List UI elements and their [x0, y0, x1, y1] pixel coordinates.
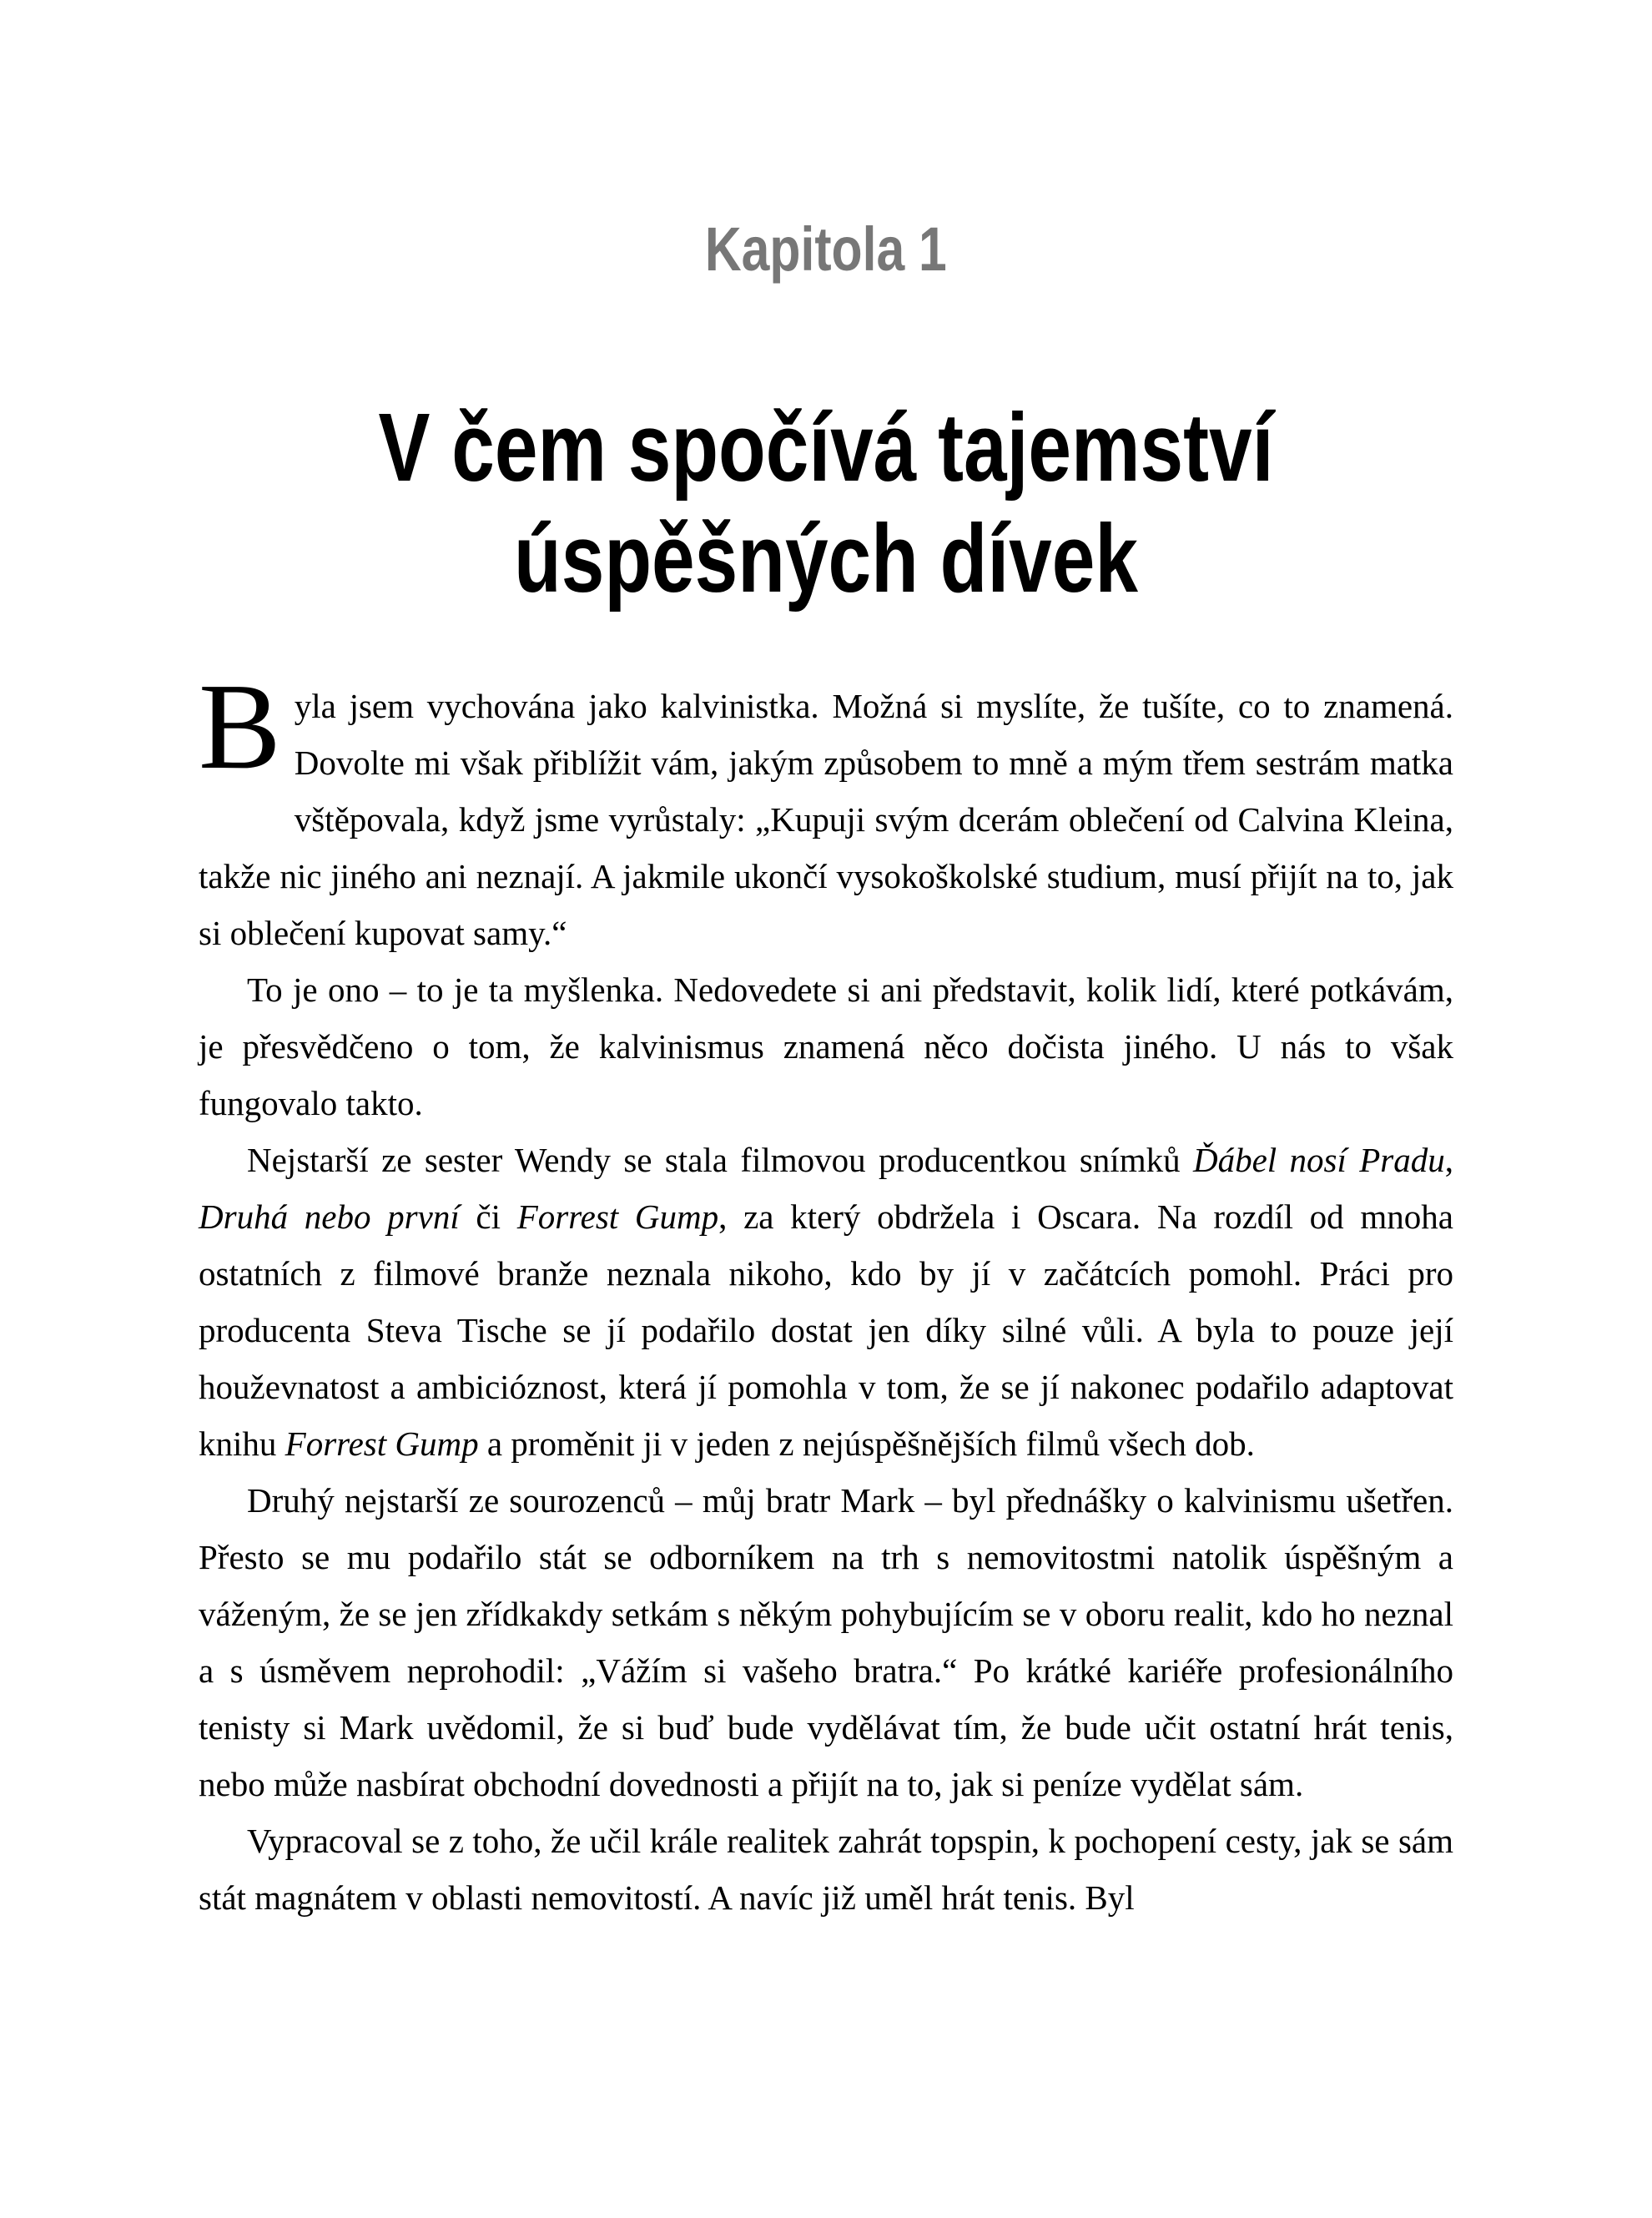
paragraph-3-run-1: Nejstarší ze sester Wendy se stala filmovou producentkou snímků	[247, 1141, 1193, 1179]
paragraph-5-run-1: Vypracoval se z toho, že učil krále realitek zahrát topspin, k pochopení cesty, jak se sám stát magnátem v oblasti nemovitostí. A navíc již uměl hrát tenis. Byl	[199, 1822, 1453, 1917]
drop-cap: B	[199, 658, 281, 795]
paragraph-3-run-9: a proměnit ji v jeden z nejúspěšnějších filmů všech dob.	[478, 1424, 1255, 1463]
chapter-title	[0, 392, 1652, 614]
paragraph-2-run-1: To je ono – to je ta myšlenka. Nedovedete si ani představit, kolik lidí, které potkávám, je přesvědčeno o tom, že kalvinismus znamená něco dočista jiného. U nás to však fungovalo takto.	[199, 970, 1453, 1122]
body-text	[199, 658, 1453, 1926]
paragraph-3-run-7: , za který obdržela i Oscara. Na rozdíl od mnoha ostatních z filmové branže neznala nikoho, kdo by jí v začátcích pomohl. Práci pro producenta Steva Tische se jí podařilo dostat jen díky silné vůli. A byla to pouze její houževnatost a ambicióznost, která jí pomohla v tom, že se jí nakonec podařilo adaptovat knihu	[199, 1197, 1453, 1463]
paragraph-1-run-1: yla jsem vychována jako kalvinistka. Možná si myslíte, že tušíte, co to znamená. Dovolte mi však přiblížit vám, jakým způsobem to mně a mým třem sestrám matka vštěpovala, když jsme vyrůstaly: „Kupuji svým dcerám oblečení od Calvina Kleina, takže nic jiného ani neznají. A jakmile ukončí vysokoškolské studium, musí přijít na to, jak si oblečení kupovat samy.“	[199, 687, 1453, 952]
paragraph-3-run-2-italic: Ďábel nosí Pradu	[1192, 1141, 1445, 1179]
chapter-label-row	[0, 215, 1652, 284]
chapter-title-line-2: úspěšných dívek	[514, 503, 1138, 612]
paragraph-4	[199, 1472, 1453, 1812]
paragraph-1	[199, 658, 1453, 961]
paragraph-3-run-4-italic: Druhá nebo první	[199, 1197, 460, 1236]
paragraph-4-run-1: Druhý nejstarší ze sourozenců – můj bratr Mark – byl přednášky o kalvinismu ušetřen. Přesto se mu podařilo stát se odborníkem na trh s nemovitostmi natolik úspěšným a váženým, že se jen zřídkakdy setkám s někým pohybujícím se v oboru realit, kdo ho neznal a s úsměvem neprohodil: „Vážím si vašeho bratra.“ Po krátké kariéře profesionálního tenisty si Mark uvědomil, že si buď bude vydělávat tím, že bude učit ostatní hrát tenis, nebo může nasbírat obchodní dovednosti a přijít na to, jak si peníze vydělat sám.	[199, 1481, 1453, 1803]
paragraph-3-run-8-italic: Forrest Gump	[285, 1424, 479, 1463]
paragraph-2	[199, 961, 1453, 1132]
paragraph-3-run-6-italic: Forrest Gump	[516, 1197, 719, 1236]
paragraph-3-run-5: či	[459, 1197, 517, 1236]
chapter-title-line-1: V čem spočívá tajemství	[378, 392, 1274, 502]
paragraph-3	[199, 1132, 1453, 1472]
paragraph-3-run-3: ,	[1444, 1141, 1453, 1179]
paragraph-5	[199, 1812, 1453, 1926]
chapter-label: Kapitola 1	[704, 214, 947, 284]
